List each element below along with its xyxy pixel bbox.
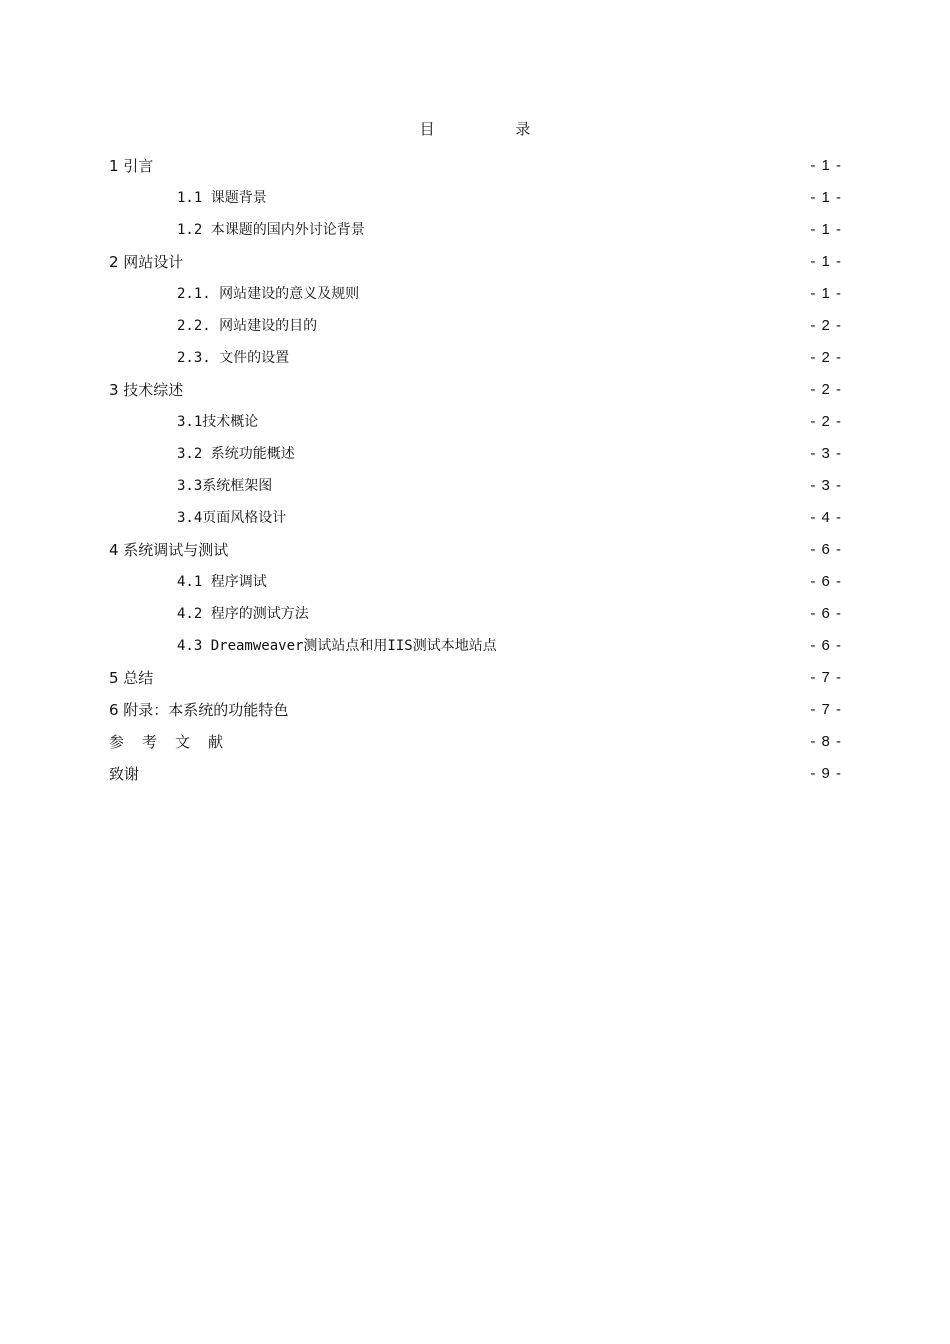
toc-title: 目 录: [419, 120, 569, 138]
toc-entry[interactable]: [109, 469, 841, 501]
toc-entry-label: 5 总结: [109, 668, 154, 687]
toc-list: [109, 149, 841, 789]
toc-entry-page: - 8 -: [810, 732, 841, 750]
toc-entry-label: 3.4页面风格设计: [177, 510, 287, 526]
toc-entry-page: - 7 -: [810, 668, 841, 686]
toc-entry-label: 2.2. 网站建设的目的: [177, 318, 318, 334]
toc-entry-label: 4.2 程序的测试方法: [177, 606, 309, 622]
toc-entry-label: 6 附录：本系统的功能特色: [109, 700, 289, 719]
toc-entry[interactable]: [109, 309, 841, 341]
toc-entry-page: - 6 -: [810, 636, 841, 654]
toc-entry-page: - 2 -: [810, 380, 841, 398]
toc-entry-label: 3.2 系统功能概述: [177, 446, 295, 462]
toc-entry[interactable]: [109, 725, 841, 757]
toc-entry-label: 3.3系统框架图: [177, 478, 273, 494]
toc-entry[interactable]: [109, 661, 841, 693]
toc-entry-page: - 1 -: [810, 156, 841, 174]
toc-entry-label: 2.3. 文件的设置: [177, 350, 290, 366]
toc-entry-label: 1.2 本课题的国内外讨论背景: [177, 222, 365, 238]
toc-entry-label: 1.1 课题背景: [177, 190, 267, 206]
toc-entry[interactable]: [109, 341, 841, 373]
toc-entry-page: - 2 -: [810, 348, 841, 366]
toc-entry[interactable]: [109, 501, 841, 533]
toc-entry[interactable]: [109, 149, 841, 181]
toc-entry-label: 4.3 Dreamweaver测试站点和用IIS测试本地站点: [177, 638, 497, 654]
toc-entry[interactable]: [109, 533, 841, 565]
toc-entry-label: 1 引言: [109, 156, 154, 175]
toc-entry-page: - 2 -: [810, 412, 841, 430]
toc-entry-page: - 6 -: [810, 572, 841, 590]
toc-entry-page: - 6 -: [810, 604, 841, 622]
toc-entry-page: - 9 -: [810, 764, 841, 782]
toc-entry-page: - 7 -: [810, 700, 841, 718]
toc-entry-label: 2.1. 网站建设的意义及规则: [177, 286, 360, 302]
toc-entry-label: 4.1 程序调试: [177, 574, 267, 590]
toc-entry[interactable]: [109, 629, 841, 661]
toc-entry-page: - 1 -: [810, 220, 841, 238]
toc-entry[interactable]: [109, 693, 841, 725]
toc-entry-label: 参考文献: [109, 732, 242, 751]
toc-entry-page: - 4 -: [810, 508, 841, 526]
toc-entry-page: - 1 -: [810, 252, 841, 270]
toc-entry-label: 4 系统调试与测试: [109, 540, 229, 559]
toc-entry[interactable]: [109, 405, 841, 437]
toc-entry-label: 致谢: [109, 764, 140, 783]
toc-entry-page: - 3 -: [810, 444, 841, 462]
toc-entry[interactable]: [109, 757, 841, 789]
toc-entry-label: 3.1技术概论: [177, 414, 259, 430]
toc-entry[interactable]: [109, 245, 841, 277]
toc-entry-label: 3 技术综述: [109, 380, 184, 399]
toc-entry[interactable]: [109, 373, 841, 405]
toc-entry[interactable]: [109, 181, 841, 213]
toc-entry-label: 2 网站设计: [109, 252, 184, 271]
toc-entry-page: - 2 -: [810, 316, 841, 334]
toc-entry[interactable]: [109, 277, 841, 309]
toc-entry[interactable]: [109, 437, 841, 469]
toc-entry-page: - 1 -: [810, 284, 841, 302]
toc-entry[interactable]: [109, 213, 841, 245]
toc-entry[interactable]: [109, 565, 841, 597]
toc-entry-page: - 3 -: [810, 476, 841, 494]
toc-entry[interactable]: [109, 597, 841, 629]
toc-entry-page: - 1 -: [810, 188, 841, 206]
toc-entry-page: - 6 -: [810, 540, 841, 558]
